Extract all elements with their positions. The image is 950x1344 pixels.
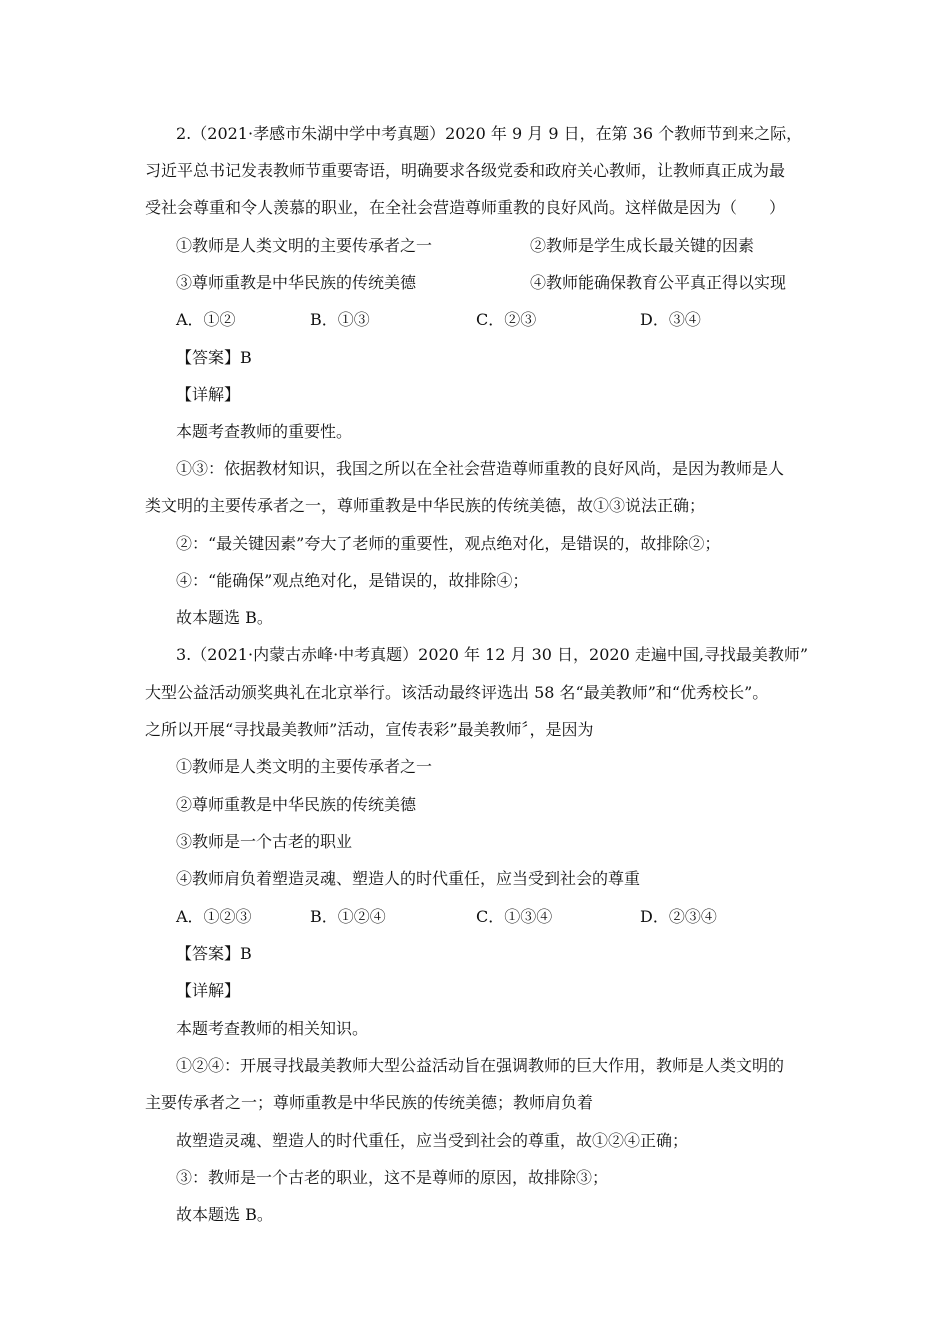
q2-statement-3: ③尊师重教是中华民族的传统美德 xyxy=(176,273,417,292)
q2-explain-title: 【详解】 xyxy=(176,385,241,404)
q2-explain-line-3: 类文明的主要传承者之一，尊师重教是中华民族的传统美德，故①③说法正确； xyxy=(145,496,706,515)
q3-explain-line-1: 本题考查教师的相关知识。 xyxy=(176,1019,369,1038)
q3-explain-line-5: ③：教师是一个古老的职业，这不是尊师的原因，故排除③； xyxy=(176,1168,609,1187)
q3-answer: 【答案】B xyxy=(176,944,252,963)
q3-stem-line-3: 之所以开展“寻找最美教师”活动，宣传表彩”最美教师〞，是因为 xyxy=(145,720,594,739)
q3-explain-title: 【详解】 xyxy=(176,981,241,1000)
q2-option-b: B．①③ xyxy=(310,310,370,329)
q3-statement-3: ③教师是一个古老的职业 xyxy=(176,832,353,851)
q3-explain-line-3: 主要传承者之一；尊师重教是中华民族的传统美德；教师肩负着 xyxy=(145,1093,594,1112)
q2-explain-line-1: 本题考查教师的重要性。 xyxy=(176,422,353,441)
q2-statement-4: ④教师能确保教育公平真正得以实现 xyxy=(530,273,787,292)
q2-explain-line-2: ①③：依据教材知识，我国之所以在全社会营造尊师重教的良好风尚，是因为教师是人 xyxy=(176,459,785,478)
q2-statement-2: ②教师是学生成长最关键的因素 xyxy=(530,236,755,255)
q3-explain-line-4: 故塑造灵魂、塑造人的时代重任，应当受到社会的尊重，故①②④正确； xyxy=(176,1131,689,1150)
q2-option-c: C．②③ xyxy=(476,310,537,329)
q3-explain-line-6: 故本题选 B。 xyxy=(176,1205,273,1224)
q3-option-d: D．②③④ xyxy=(640,907,717,926)
q2-statement-1: ①教师是人类文明的主要传承者之一 xyxy=(176,236,433,255)
q2-explain-line-6: 故本题选 B。 xyxy=(176,608,273,627)
q2-stem-line-1: 2.（2021·孝感市朱湖中学中考真题）2020 年 9 月 9 日，在第 36 个教师节到来之际， xyxy=(176,124,803,143)
q2-stem-line-2: 习近平总书记发表教师节重要寄语，明确要求各级党委和政府关心教师，让教师真正成为最 xyxy=(145,161,786,180)
q3-option-b: B．①②④ xyxy=(310,907,386,926)
q3-statement-4: ④教师肩负着塑造灵魂、塑造人的时代重任，应当受到社会的尊重 xyxy=(176,869,641,888)
q2-explain-line-5: ④：“能确保”观点绝对化，是错误的，故排除④； xyxy=(176,571,529,590)
q3-statement-1: ①教师是人类文明的主要传承者之一 xyxy=(176,757,433,776)
q3-explain-line-2: ①②④：开展寻找最美教师大型公益活动旨在强调教师的巨大作用，教师是人类文明的 xyxy=(176,1056,785,1075)
q2-explain-line-4: ②：“最关键因素”夸大了老师的重要性，观点绝对化，是错误的，故排除②； xyxy=(176,534,721,553)
q3-option-c: C．①③④ xyxy=(476,907,553,926)
q3-stem-line-2: 大型公益活动颁奖典礼在北京举行。该活动最终评选出 58 名“最美教师”和“优秀校长”。 xyxy=(145,683,769,702)
q2-option-a: A．①② xyxy=(176,310,236,329)
q2-answer: 【答案】B xyxy=(176,348,252,367)
q3-option-a: A．①②③ xyxy=(176,907,252,926)
q2-stem-line-3: 受社会尊重和令人羡慕的职业，在全社会营造尊师重教的良好风尚。这样做是因为（ ） xyxy=(145,198,786,217)
q3-statement-2: ②尊师重教是中华民族的传统美德 xyxy=(176,795,417,814)
q3-stem-line-1: 3.（2021·内蒙古赤峰·中考真题）2020 年 12 月 30 日，2020 走遍中国,寻找最美教师” xyxy=(176,645,809,664)
q2-option-d: D．③④ xyxy=(640,310,701,329)
